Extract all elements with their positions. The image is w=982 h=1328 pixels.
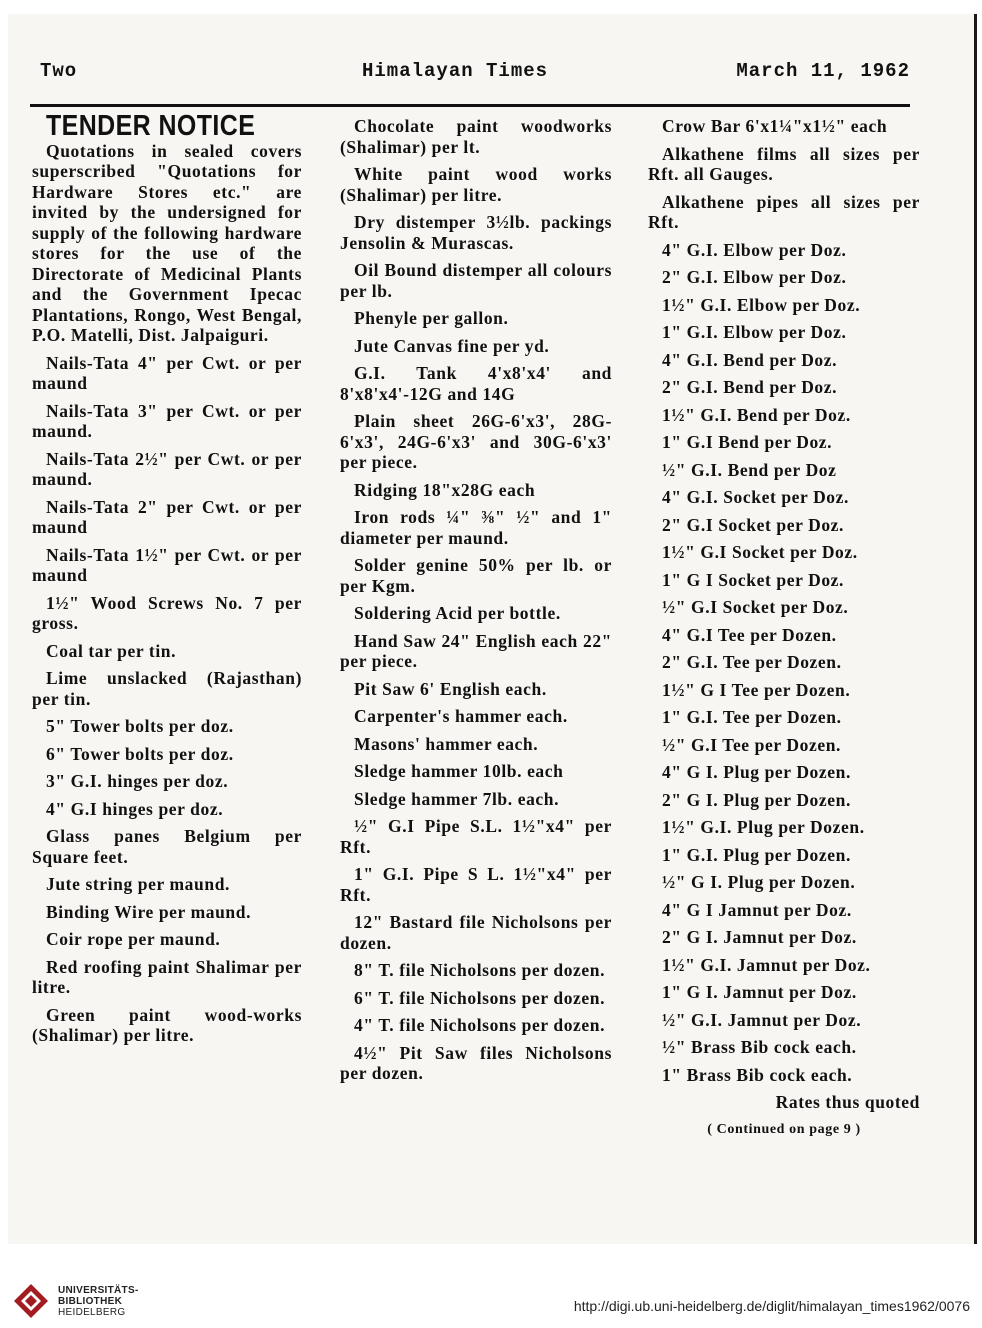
tender-item: 2" G.I Socket per Doz.: [662, 514, 845, 535]
tender-item: Plain sheet 26G-6'x3', 28G-6'x3', 24G-6'x3' and 30G-6'x3' per piece.: [340, 411, 612, 472]
tender-item: Nails-Tata 2½" per Cwt. or per maund.: [32, 448, 302, 489]
tender-item: 4" G.I Tee per Dozen.: [662, 624, 837, 645]
issue-date: March 11, 1962: [736, 60, 910, 82]
tender-item: Soldering Acid per bottle.: [354, 603, 561, 623]
tender-item: Crow Bar 6'x1¼"x1½" each: [662, 116, 888, 136]
notice-title: TENDER NOTICE: [46, 110, 256, 142]
tender-item: 1½" Wood Screws No. 7 per gross.: [32, 592, 302, 633]
tender-item: Nails-Tata 1½" per Cwt. or per maund: [32, 544, 302, 585]
tender-item: 4" G.I hinges per doz.: [46, 798, 224, 819]
tender-item: Binding Wire per maund.: [46, 901, 252, 922]
header-rule: [30, 104, 910, 107]
tender-item: ½" Brass Bib cock each.: [662, 1037, 857, 1057]
tender-item: ½" G I. Plug per Dozen.: [662, 872, 856, 892]
tender-item: 8" T. file Nicholsons per dozen.: [354, 960, 606, 980]
tender-item: 4" G I. Plug per Dozen.: [662, 762, 851, 782]
digitization-footer: [0, 1244, 982, 1328]
source-url[interactable]: http://digi.ub.uni-heidelberg.de/diglit/himalayan_times1962/0076: [573, 1298, 970, 1314]
tender-item: ½" G.I Socket per Doz.: [662, 597, 849, 617]
continued-note: ( Continued on page 9 ): [707, 1121, 861, 1137]
tender-item: 1" G.I. Elbow per Doz.: [662, 322, 847, 342]
tender-item: Chocolate paint woodworks (Shalimar) per lt.: [340, 116, 612, 157]
tender-item: 12" Bastard file Nicholsons per dozen.: [340, 912, 612, 953]
tender-item: Coir rope per maund.: [46, 929, 221, 949]
tender-item: Sledge hammer 10lb. each: [354, 761, 564, 781]
tender-item: 6" Tower bolts per doz.: [46, 743, 234, 764]
tender-item: 4" G.I. Elbow per Doz.: [662, 239, 847, 260]
newspaper-name: Himalayan Times: [362, 60, 549, 82]
page-number: Two: [40, 60, 78, 82]
tender-item: ½" G.I. Jamnut per Doz.: [662, 1009, 862, 1030]
tender-item: 5" Tower bolts per doz.: [46, 716, 234, 736]
tender-item: White paint wood works (Shalimar) per litre.: [340, 164, 612, 205]
notice-intro: Quotations in sealed covers superscribed "Quotations for Hardware Stores etc." are invited by the undersigned for supply of the following hardware stores for the use of the Directorate of Medicinal Plants and the Government Ipecac Plantations, Rongo, West Bengal, P.O. Matelli, Dist. Jalpaiguri.: [32, 140, 302, 345]
tender-item: Dry distemper 3½lb. packings Jensolin & Murascas.: [340, 212, 612, 253]
tender-item: 4½" Pit Saw files Nicholsons per dozen.: [340, 1042, 612, 1083]
tender-item: 6" T. file Nicholsons per dozen.: [354, 987, 606, 1008]
tender-item: Carpenter's hammer each.: [354, 706, 568, 726]
tender-item: 1" G.I. Tee per Dozen.: [662, 707, 842, 727]
tender-item: 1" G.I. Plug per Dozen.: [662, 844, 851, 865]
tender-item: 1½" G I Tee per Dozen.: [662, 679, 851, 700]
tender-item: 4" G.I. Socket per Doz.: [662, 487, 849, 507]
tender-item: 3" G.I. hinges per doz.: [46, 771, 229, 791]
tender-item: Masons' hammer each.: [354, 733, 539, 754]
tender-item: ½" G.I Pipe S.L. 1½"x4" per Rft.: [340, 816, 612, 857]
tender-item: 1½" G.I Socket per Doz.: [662, 542, 858, 562]
tender-item: 1" Brass Bib cock each.: [662, 1064, 853, 1085]
tender-item: 1" G.I. Pipe S L. 1½"x4" per Rft.: [340, 864, 612, 905]
library-line-2: BIBLIOTHEK: [58, 1296, 123, 1307]
tender-item: Glass panes Belgium per Square feet.: [32, 826, 302, 867]
tender-item: 4" G I Jamnut per Doz.: [662, 899, 852, 920]
tender-item: Red roofing paint Shalimar per litre.: [32, 956, 302, 997]
tender-item: Alkathene films all sizes per Rft. all Gauges.: [648, 143, 920, 184]
tender-item: Hand Saw 24" English each 22" per piece.: [340, 630, 612, 671]
tender-item: Green paint wood-works (Shalimar) per litre.: [32, 1004, 302, 1045]
tender-item: 1½" G.I. Plug per Dozen.: [662, 817, 865, 837]
tender-item: 4" T. file Nicholsons per dozen.: [354, 1015, 606, 1035]
tender-item: Coal tar per tin.: [46, 640, 177, 661]
tender-item: 2" G.I. Tee per Dozen.: [662, 652, 842, 672]
tender-item: 1" G I Socket per Doz.: [662, 569, 845, 590]
tender-item: 1½" G.I. Elbow per Doz.: [662, 294, 861, 315]
tender-item: 2" G I. Jamnut per Doz.: [662, 927, 857, 947]
rates-line: Rates thus quoted: [775, 1092, 920, 1112]
library-line-3: HEIDELBERG: [58, 1307, 126, 1318]
tender-item: 1" G.I Bend per Doz.: [662, 432, 833, 452]
library-line-1: UNIVERSITÄTS-: [58, 1285, 139, 1296]
tender-item: 2" G.I. Bend per Doz.: [662, 377, 838, 397]
tender-item: 2" G.I. Elbow per Doz.: [662, 267, 847, 287]
tender-item: ½" G.I. Bend per Doz: [662, 459, 837, 480]
tender-item: Sledge hammer 7lb. each.: [354, 788, 560, 809]
tender-item: 1" G I. Jamnut per Doz.: [662, 982, 857, 1002]
library-logo-icon: [12, 1282, 50, 1320]
tender-item: Nails-Tata 4" per Cwt. or per maund: [32, 352, 302, 393]
column-2: [340, 116, 612, 1091]
library-name: [58, 1285, 139, 1318]
tender-item: Nails-Tata 2" per Cwt. or per maund: [32, 496, 302, 537]
tender-item: Lime unslacked (Rajasthan) per tin.: [32, 668, 302, 709]
tender-item: Solder genine 50% per lb. or per Kgm.: [340, 555, 612, 596]
tender-item: 1½" G.I. Jamnut per Doz.: [662, 954, 871, 975]
tender-item: Jute string per maund.: [46, 874, 231, 894]
tender-item: Oil Bound distemper all colours per lb.: [340, 260, 612, 301]
tender-item: Phenyle per gallon.: [354, 308, 509, 328]
tender-item: Alkathene pipes all sizes per Rft.: [648, 191, 920, 232]
column-1: [32, 110, 302, 1053]
tender-item: 2" G I. Plug per Dozen.: [662, 789, 851, 810]
page-header: [40, 60, 910, 86]
tender-item: Pit Saw 6' English each.: [354, 678, 547, 699]
tender-item: ½" G.I Tee per Dozen.: [662, 734, 842, 755]
tender-item: Ridging 18"x28G each: [354, 479, 536, 500]
tender-item: Nails-Tata 3" per Cwt. or per maund.: [32, 400, 302, 441]
tender-item: Jute Canvas fine per yd.: [354, 335, 550, 356]
tender-item: Iron rods ¼" ⅜" ½" and 1" diameter per maund.: [340, 507, 612, 548]
tender-item: 1½" G.I. Bend per Doz.: [662, 404, 851, 425]
tender-item: G.I. Tank 4'x8'x4' and 8'x8'x4'-12G and 14G: [340, 363, 612, 404]
tender-item: 4" G.I. Bend per Doz.: [662, 349, 838, 370]
column-3: [648, 116, 920, 1147]
